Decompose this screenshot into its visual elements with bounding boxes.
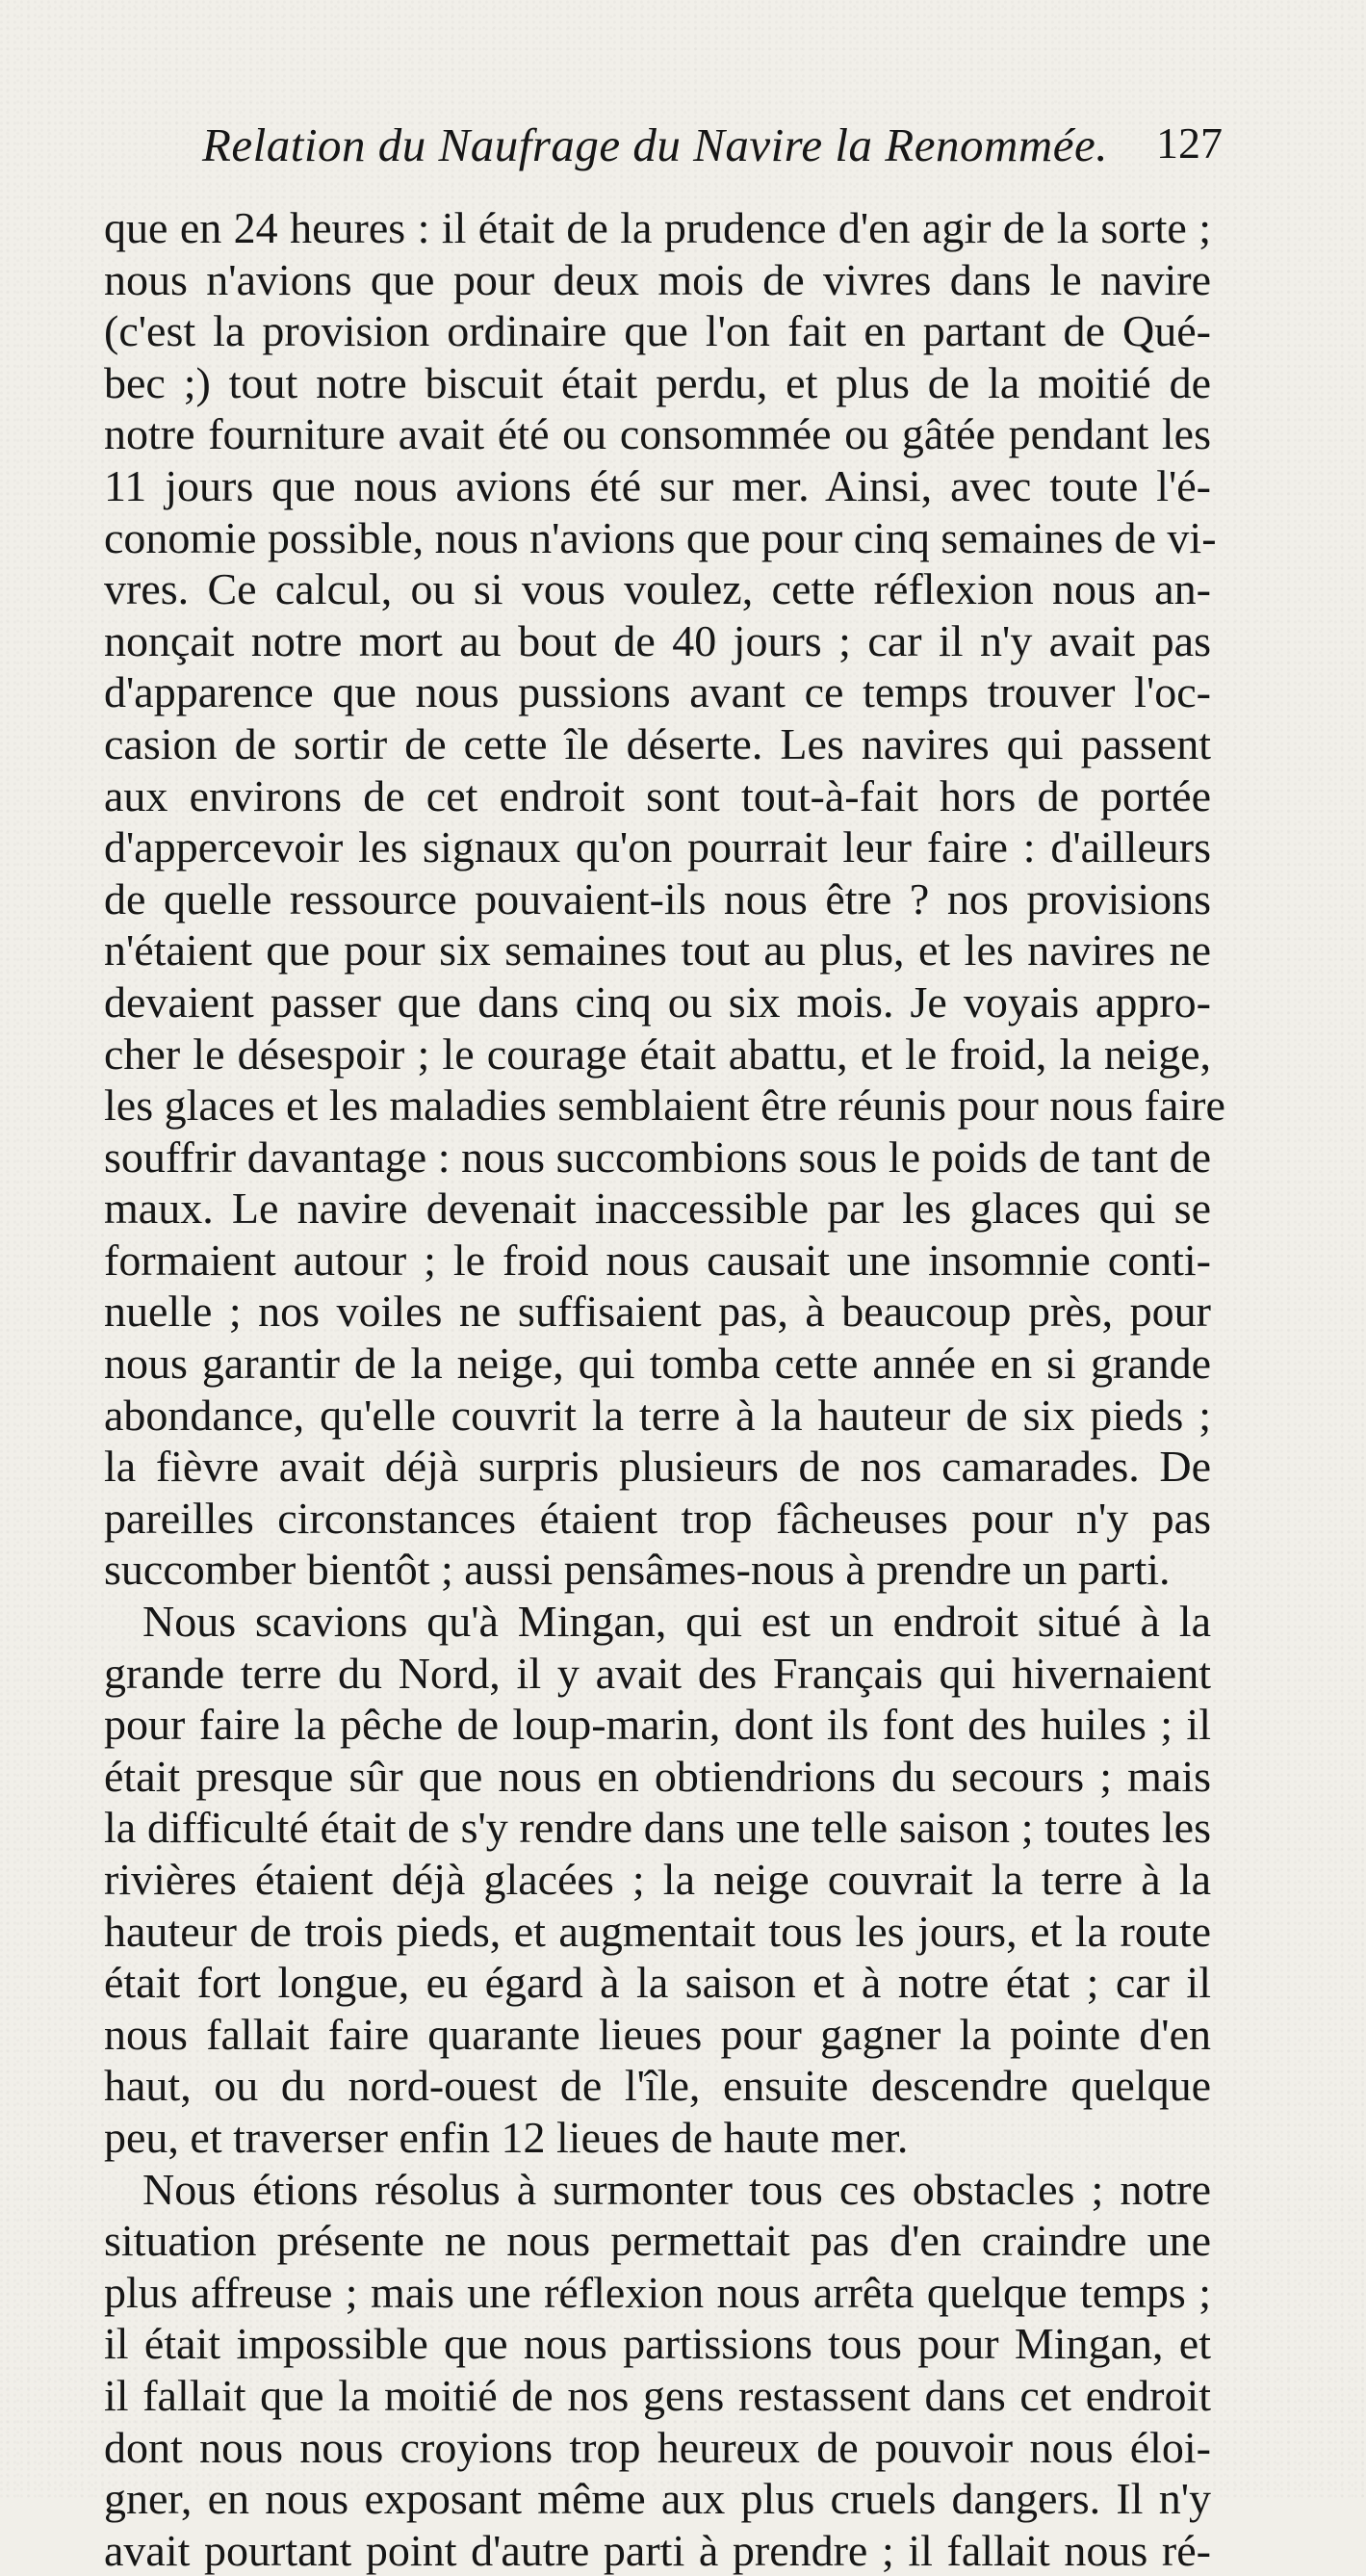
text-line: nous garantir de la neige, qui tomba cette année en si grande bbox=[104, 1339, 1211, 1389]
text-line: hauteur de trois pieds, et augmentait tous les jours, et la route bbox=[104, 1906, 1211, 1956]
text-line: peu, et traverser enfin 12 lieues de haute mer. bbox=[104, 2112, 909, 2162]
text-line: conomie possible, nous n'avions que pour cinq semaines de vi- bbox=[104, 512, 1217, 562]
text-line: devaient passer que dans cinq ou six mois. Je voyais appro- bbox=[104, 976, 1211, 1027]
text-line: haut, ou du nord-ouest de l'île, ensuite descendre quelque bbox=[104, 2061, 1211, 2111]
text-line: de quelle ressource pouvaient-ils nous être ? nos provisions bbox=[104, 873, 1211, 924]
text-line: d'appercevoir les signaux qu'on pourrait leur faire : d'ailleurs bbox=[104, 822, 1211, 872]
text-line: rivières étaient déjà glacées ; la neige couvrait la terre à la bbox=[104, 1855, 1211, 1904]
text-line: souffrir davantage : nous succombions sous le poids de tant de bbox=[104, 1132, 1211, 1182]
text-line: (c'est la provision ordinaire que l'on fait en partant de Qué- bbox=[104, 306, 1211, 356]
text-line: il était impossible que nous partissions tous pour Mingan, et bbox=[104, 2319, 1211, 2369]
running-head bbox=[202, 117, 1223, 185]
text-line: abondance, qu'elle couvrit la terre à la hauteur de six pieds ; bbox=[104, 1390, 1211, 1440]
text-line: nous fallait faire quarante lieues pour gagner la pointe d'en bbox=[104, 2009, 1211, 2059]
text-line: aux environs de cet endroit sont tout-à-fait hors de portée bbox=[104, 770, 1211, 820]
text-line: nous n'avions que pour deux mois de vivres dans le navire bbox=[104, 254, 1211, 304]
text-line: était presque sûr que nous en obtiendrions du secours ; mais bbox=[104, 1751, 1211, 1801]
text-line: succomber bientôt ; aussi pensâmes-nous à prendre un parti. bbox=[104, 1545, 1171, 1595]
text-line: Nous étions résolus à surmonter tous ces obstacles ; notre bbox=[142, 2164, 1211, 2214]
text-line: il fallait que la moitié de nos gens restassent dans cet endroit bbox=[104, 2370, 1211, 2420]
text-line: dont nous nous croyions trop heureux de pouvoir nous éloi- bbox=[104, 2422, 1211, 2472]
page-number: 127 bbox=[1156, 118, 1223, 168]
text-line: pour faire la pêche de loup-marin, dont ils font des huiles ; il bbox=[104, 1700, 1211, 1750]
text-line: la difficulté était de s'y rendre dans une telle saison ; toutes les bbox=[104, 1803, 1211, 1853]
text-line: nonçait notre mort au bout de 40 jours ; car il n'y avait pas bbox=[104, 615, 1211, 665]
text-line: 11 jours que nous avions été sur mer. Ainsi, avec toute l'é- bbox=[104, 460, 1211, 510]
text-line: que en 24 heures : il était de la prudence d'en agir de la sorte ; bbox=[104, 203, 1211, 252]
text-line: les glaces et les maladies semblaient être réunis pour nous faire bbox=[104, 1080, 1225, 1131]
text-line: grande terre du Nord, il y avait des Français qui hivernaient bbox=[104, 1648, 1211, 1698]
text-line: d'apparence que nous pussions avant ce temps trouver l'oc- bbox=[104, 667, 1211, 717]
text-line: plus affreuse ; mais une réflexion nous arrêta quelque temps ; bbox=[104, 2267, 1211, 2317]
text-line: notre fourniture avait été ou consommée ou gâtée pendant les bbox=[104, 409, 1211, 459]
text-line: n'étaient que pour six semaines tout au plus, et les navires ne bbox=[104, 925, 1211, 976]
text-line: Nous scavions qu'à Mingan, qui est un endroit situé à la bbox=[142, 1597, 1211, 1647]
body-text bbox=[104, 202, 1225, 2576]
text-line: la fièvre avait déjà surpris plusieurs de nos camarades. De bbox=[104, 1442, 1211, 1492]
text-line: gner, en nous exposant même aux plus cruels dangers. Il n'y bbox=[104, 2474, 1211, 2524]
text-line: était fort longue, eu égard à la saison et à notre état ; car il bbox=[104, 1958, 1211, 2008]
text-line: formaient autour ; le froid nous causait une insomnie conti- bbox=[104, 1235, 1211, 1285]
text-line: pareilles circonstances étaient trop fâcheuses pour n'y pas bbox=[104, 1493, 1211, 1543]
text-line: situation présente ne nous permettait pas d'en craindre une bbox=[104, 2216, 1211, 2266]
text-line: cher le désespoir ; le courage était abattu, et le froid, la neige, bbox=[104, 1028, 1211, 1079]
text-line: maux. Le navire devenait inaccessible par les glaces qui se bbox=[104, 1184, 1211, 1234]
text-line: avait pourtant point d'autre parti à prendre ; il fallait nous ré- bbox=[104, 2525, 1211, 2575]
text-line: nuelle ; nos voiles ne suffisaient pas, à beaucoup près, pour bbox=[104, 1287, 1211, 1337]
text-line: vres. Ce calcul, ou si vous voulez, cette réflexion nous an- bbox=[104, 564, 1211, 614]
running-title: Relation du Naufrage du Navire la Renommée. bbox=[202, 118, 1108, 171]
text-line: bec ;) tout notre biscuit était perdu, et plus de la moitié de bbox=[104, 357, 1211, 407]
text-line: casion de sortir de cette île déserte. Les navires qui passent bbox=[104, 718, 1211, 768]
